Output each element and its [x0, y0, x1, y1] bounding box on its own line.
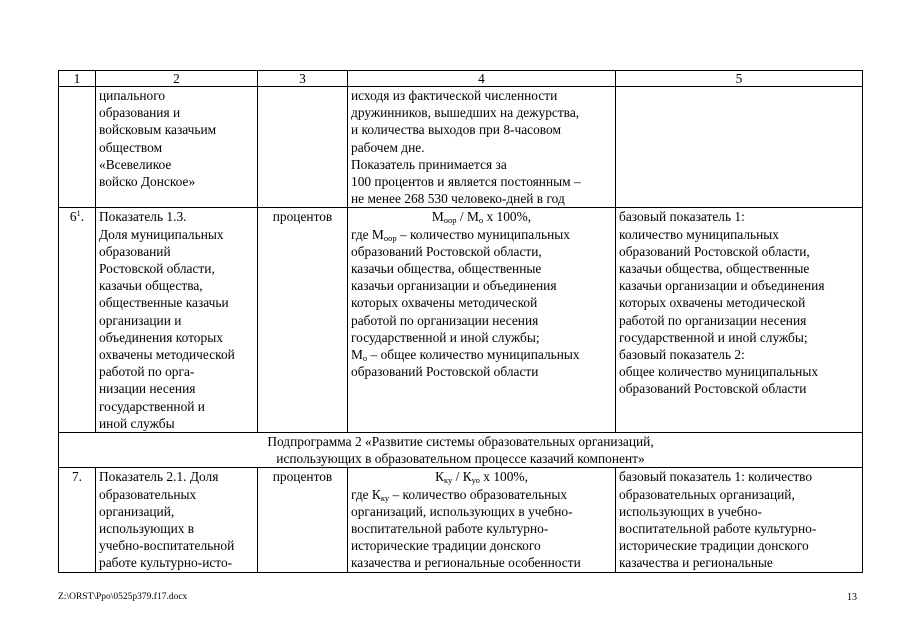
indicator-table — [58, 70, 863, 573]
subprogram-row — [59, 433, 863, 468]
unit-cell: процентов — [258, 468, 348, 572]
table-row-7 — [59, 468, 863, 572]
file-path-footer: Z:\ORST\Ppo\0525p379.f17.docx — [58, 592, 188, 602]
row-number: 7. — [59, 468, 96, 572]
indicator-name-cell: Показатель 1.3. Доля муниципальных образований Ростовской области, казачьи общества, общественные казачьи организации и объединения которых охвачены методической работой по орга- низации несения государственной и иной службы — [96, 208, 258, 433]
header-row — [59, 71, 863, 87]
formula: $К_{ку} / К_{уо}$ х 100%, — [435, 469, 528, 486]
method-cell: исходя из фактической численности дружинников, вышедших на дежурства, и количества выходов при 8-часовом рабочем дне. Показатель принимается за 100 процентов и является постоянным – не менее 268 530 человеко-дней в год — [348, 87, 616, 208]
subprogram-title: Подпрограмма 2 «Развитие системы образовательных организаций, использующих в образовательном процессе казачий компонент» — [59, 433, 863, 468]
base-indicators-cell: базовый показатель 1: количество муниципальных образований Ростовской области, казачьи общества, общественные казачьи организации и объединения которых охвачены методической работой по организации несения государственной и иной службы; базовый показатель 2: общее количество муниципальных образований Ростовской области — [616, 208, 863, 433]
method-cell: $К_{ку} / К_{уо}$ х 100%, где $К_{ку}$ – количество образовательных организаций, использующих в учебно- воспитательной работе культурно- исторические традиции донского казачества и региональные особенности — [348, 468, 616, 572]
base-indicators-cell: базовый показатель 1: количество образовательных организаций, использующих в учебно- воспитательной работе культурно- исторические традиции донского казачества и региональные — [616, 468, 863, 572]
header-col-5: 5 — [616, 71, 863, 87]
indicator-name-cell: Показатель 2.1. Доля образовательных организаций, использующих в учебно-воспитательной работе культурно-исто- — [96, 468, 258, 572]
method-cell: $М_{оор} / М_о$ х 100%, где $М_{оор}$ – количество муниципальных образований Ростовской области, казачьи общества, общественные казачьи организации и объединения которых охвачены методической работой по организации несения государственной и иной службы; $М_о$ – общее количество муниципальных образований Ростовской области — [348, 208, 616, 433]
table-row-continued — [59, 87, 863, 208]
unit-cell: процентов — [258, 208, 348, 433]
header-col-2: 2 — [96, 71, 258, 87]
indicator-name-cell: ципального образования и войсковым казачьим обществом «Всевеликое войско Донское» — [96, 87, 258, 208]
header-col-1: 1 — [59, 71, 96, 87]
page-number: 13 — [847, 592, 857, 603]
base-indicators-cell-empty — [616, 87, 863, 208]
unit-cell-empty — [258, 87, 348, 208]
header-col-3: 3 — [258, 71, 348, 87]
formula: $М_{оор} / М_о$ х 100%, — [431, 209, 532, 226]
row-number: $6^1$. — [59, 208, 96, 433]
row-num-empty — [59, 87, 96, 208]
header-col-4: 4 — [348, 71, 616, 87]
table-row-6 — [59, 208, 863, 433]
